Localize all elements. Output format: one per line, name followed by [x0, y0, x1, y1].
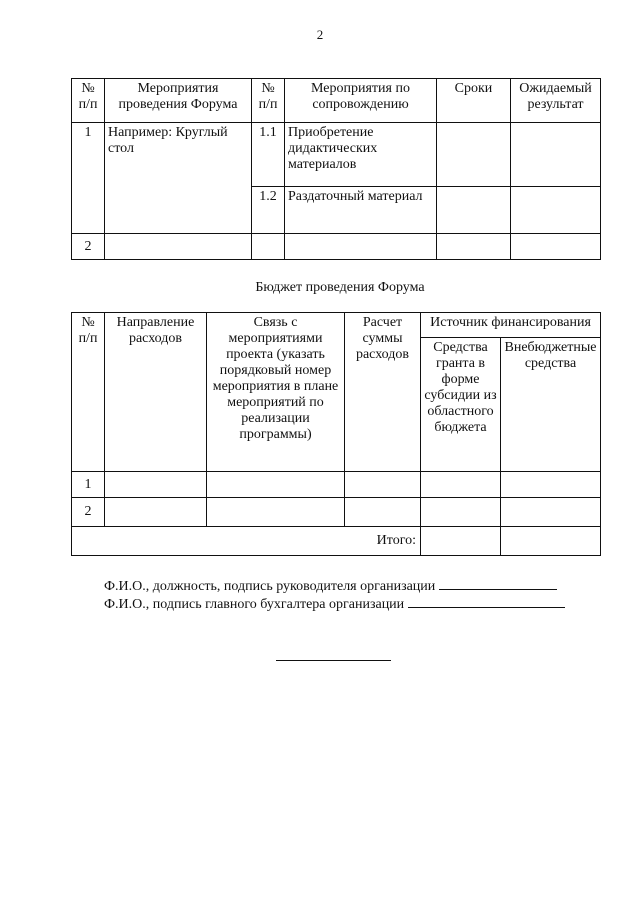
table-cell [501, 498, 601, 527]
row-num: 1 [72, 472, 105, 498]
budget-caption: Бюджет проведения Форума [255, 280, 425, 295]
support-event-cell: Раздаточный материал [285, 187, 437, 234]
head-signature-line [104, 577, 557, 595]
events-plan-table [71, 78, 601, 260]
row-num: 2 [72, 498, 105, 527]
sub-num: 1.2 [252, 187, 285, 234]
header-num: № п/п [72, 313, 105, 472]
total-extra-cell [501, 527, 601, 556]
header-num: № п/п [72, 79, 105, 123]
end-divider [276, 660, 391, 661]
head-signature-label: Ф.И.О., должность, подпись руководителя организации [104, 579, 436, 594]
accountant-signature-line [104, 595, 565, 613]
header-grant-funds: Средства гранта в форме субсидии из областного бюджета [421, 338, 501, 472]
header-extrabudgetary-funds: Внебюджетные средства [501, 338, 601, 472]
table-cell [345, 472, 421, 498]
budget-table [71, 312, 601, 556]
signature-blank [439, 577, 557, 590]
table-cell [501, 472, 601, 498]
header-dates: Сроки [437, 79, 511, 123]
page-number: 2 [316, 27, 324, 42]
forum-event-cell [105, 234, 252, 260]
table-cell [105, 472, 207, 498]
forum-event-cell: Например: Круглый стол [105, 123, 252, 234]
header-funding-source: Источник финансирования [421, 313, 601, 338]
header-sub-num: № п/п [252, 79, 285, 123]
row-num: 1 [72, 123, 105, 234]
header-expected-result: Ожидаемый результат [511, 79, 601, 123]
result-cell [511, 234, 601, 260]
sub-num [252, 234, 285, 260]
table-cell [207, 498, 345, 527]
sub-num: 1.1 [252, 123, 285, 187]
support-event-cell: Приобретение дидактических материалов [285, 123, 437, 187]
total-grant-cell [421, 527, 501, 556]
header-project-link: Связь с мероприятиями проекта (указать порядковый номер мероприятия в плане мероприятий по реализации программы) [207, 313, 345, 472]
header-expense-direction: Направление расходов [105, 313, 207, 472]
dates-cell [437, 187, 511, 234]
table-cell [421, 498, 501, 527]
support-event-cell [285, 234, 437, 260]
total-label: Итого: [72, 527, 421, 556]
header-forum-events: Мероприятия проведения Форума [105, 79, 252, 123]
accountant-signature-label: Ф.И.О., подпись главного бухгалтера организации [104, 597, 405, 612]
table-cell [421, 472, 501, 498]
table-cell [207, 472, 345, 498]
table-cell [345, 498, 421, 527]
signature-blank [408, 595, 565, 608]
dates-cell [437, 123, 511, 187]
result-cell [511, 123, 601, 187]
dates-cell [437, 234, 511, 260]
header-support-events: Мероприятия по сопровождению [285, 79, 437, 123]
result-cell [511, 187, 601, 234]
header-expense-calc: Расчет суммы расходов [345, 313, 421, 472]
table-cell [105, 498, 207, 527]
row-num: 2 [72, 234, 105, 260]
